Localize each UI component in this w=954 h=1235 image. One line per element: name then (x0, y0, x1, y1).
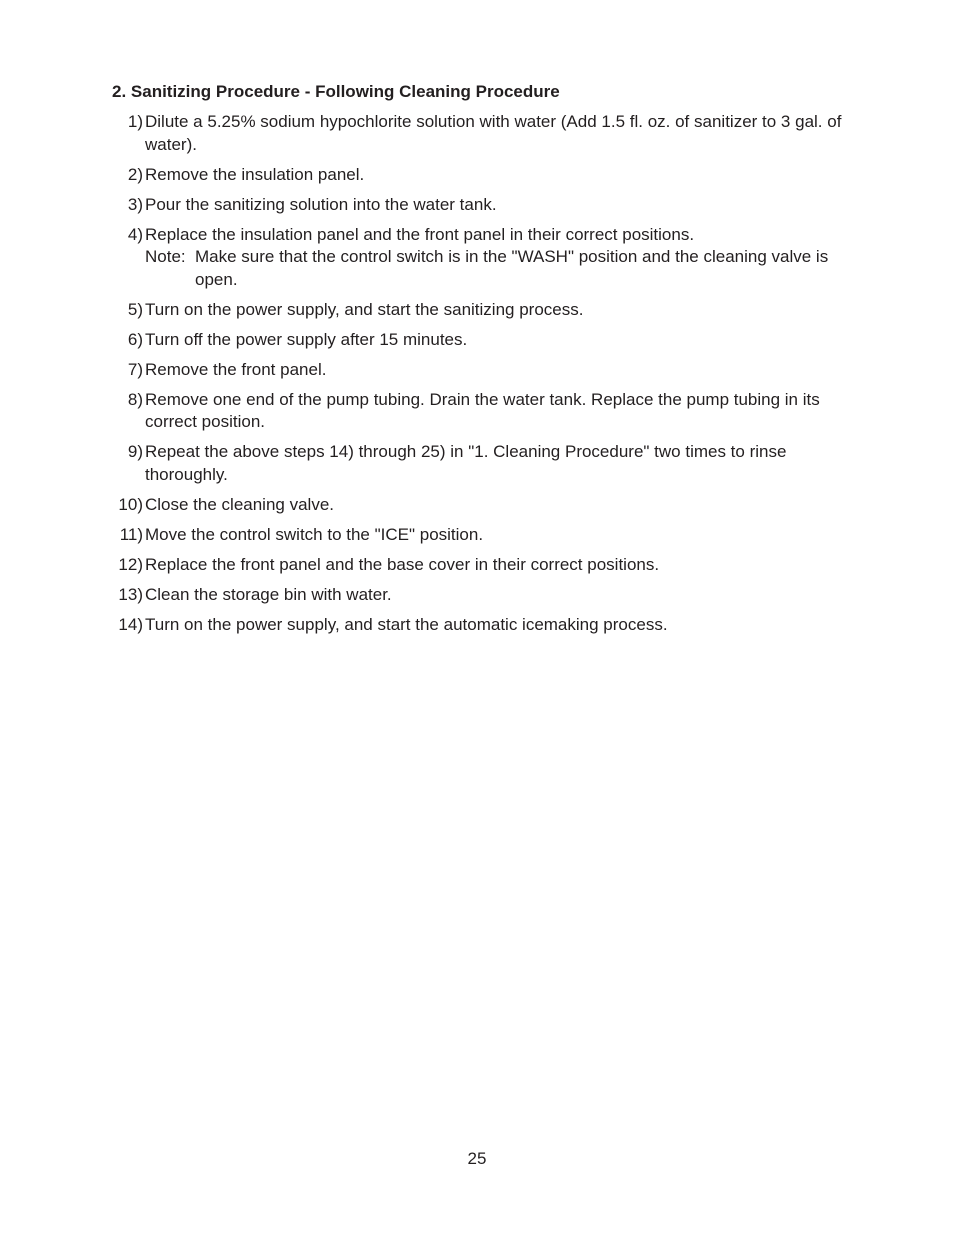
step-text: Replace the insulation panel and the front panel in their correct positions. (145, 224, 695, 244)
step-item (112, 329, 872, 352)
step-item (112, 164, 872, 187)
step-note (145, 246, 872, 291)
step-text: Replace the front panel and the base cover in their correct positions. (145, 554, 660, 574)
step-text: Remove the front panel. (145, 359, 327, 379)
step-text: Clean the storage bin with water. (145, 584, 392, 604)
step-text: Dilute a 5.25% sodium hypochlorite solution with water (Add 1.5 fl. oz. of sanitizer to 3 gal. of water). (145, 112, 842, 154)
step-number: 11) (119, 524, 143, 544)
note-label: Note: (145, 247, 186, 266)
step-number: 8) (127, 389, 143, 409)
step-text: Repeat the above steps 14) through 25) in "1. Cleaning Procedure" two times to rinse thoroughly. (145, 442, 787, 484)
step-number: 12) (118, 554, 143, 574)
step-item (112, 614, 872, 637)
step-item (112, 554, 872, 577)
step-number: 10) (118, 494, 143, 514)
step-text: Close the cleaning valve. (145, 494, 335, 514)
page-number: 25 (467, 1149, 487, 1168)
procedure-steps (112, 111, 872, 644)
step-number: 14) (118, 614, 143, 634)
step-item (112, 111, 872, 156)
step-item (112, 494, 872, 517)
step-number: 9) (127, 442, 143, 461)
step-number: 3) (127, 194, 143, 214)
step-item (112, 584, 872, 607)
section-heading: 2. Sanitizing Procedure - Following Cleaning Procedure (112, 82, 560, 101)
step-number: 5) (127, 299, 143, 319)
step-item (112, 441, 872, 486)
step-item (112, 194, 872, 217)
note-text: Make sure that the control switch is in the "WASH" position and the cleaning valve is open. (195, 247, 829, 289)
step-text: Pour the sanitizing solution into the water tank. (145, 194, 497, 214)
step-text: Turn on the power supply, and start the sanitizing process. (145, 299, 584, 319)
step-item (112, 299, 872, 322)
step-item (112, 389, 872, 434)
step-number: 6) (127, 329, 143, 349)
step-text: Turn on the power supply, and start the automatic icemaking process. (145, 614, 668, 634)
step-number: 13) (118, 584, 143, 604)
step-text: Remove the insulation panel. (145, 164, 365, 184)
step-item (112, 524, 872, 547)
step-item (112, 359, 872, 382)
step-number: 2) (127, 164, 143, 184)
step-text: Remove one end of the pump tubing. Drain the water tank. Replace the pump tubing in its correct position. (145, 389, 820, 431)
step-number: 7) (127, 359, 143, 379)
step-number: 4) (127, 224, 143, 244)
step-text: Move the control switch to the "ICE" position. (145, 524, 484, 544)
step-item (112, 224, 872, 292)
step-number: 1) (127, 112, 143, 131)
step-text: Turn off the power supply after 15 minutes. (145, 329, 468, 349)
